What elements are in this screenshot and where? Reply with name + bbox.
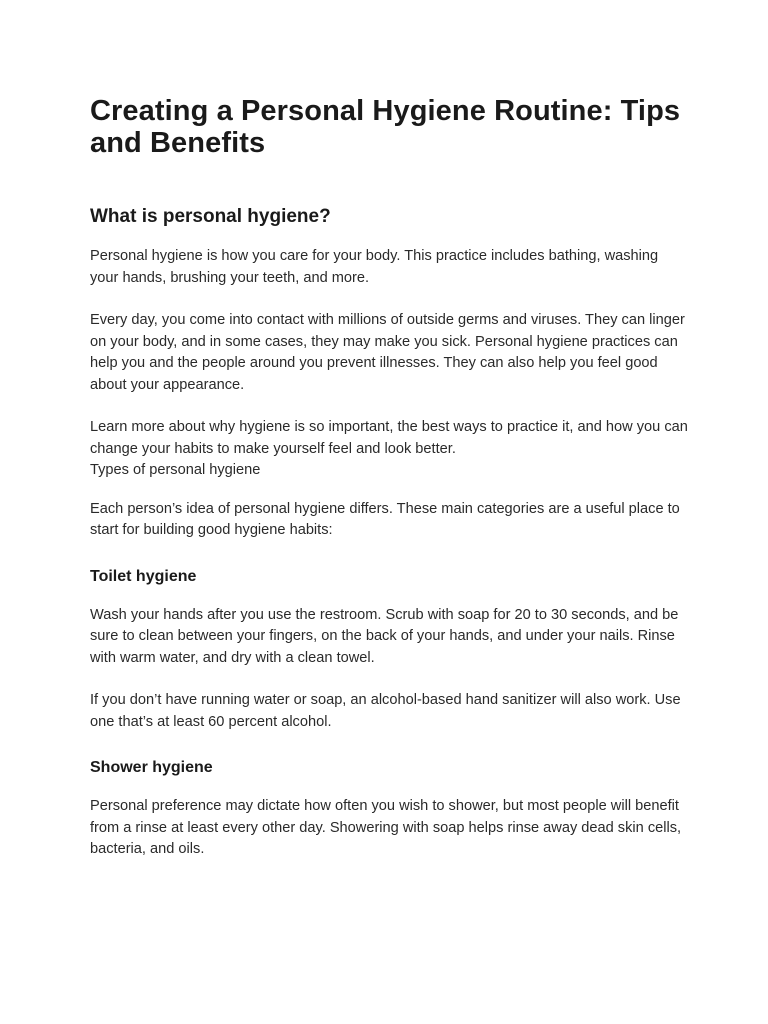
paragraph: Personal preference may dictate how often you wish to shower, but most people will benefit from a rinse at least every other day. Showering with soap helps rinse away dead skin cells, bacteria, and oils. <box>90 798 682 857</box>
document-title: Creating a Personal Hygiene Routine: Tips and Benefits <box>90 95 681 159</box>
section-heading-shower-hygiene: Shower hygiene <box>90 759 213 776</box>
section-heading-types: Types of personal hygiene <box>90 462 261 478</box>
section-heading-toilet-hygiene: Toilet hygiene <box>90 567 197 585</box>
section-heading-what-is-hygiene: What is personal hygiene? <box>90 206 331 227</box>
paragraph: Learn more about why hygiene is so important, the best ways to practice it, and how you can change your habits to make yourself feel and look better. <box>90 419 688 457</box>
paragraph: Every day, you come into contact with millions of outside germs and viruses. They can linger on your body, and in some cases, they may make you sick. Personal hygiene practices can help you and the people around you prevent illnesses. They can also help you feel good about your appearance. <box>90 312 685 393</box>
paragraph: Wash your hands after you use the restroom. Scrub with soap for 20 to 30 seconds, and be sure to clean between your fingers, on the back of your hands, and under your nails. Rinse with warm water, and dry with a clean towel. <box>90 606 679 666</box>
paragraph: If you don’t have running water or soap, an alcohol-based hand sanitizer will also work. Use one that’s at least 60 percent alcohol. <box>90 692 681 730</box>
paragraph: Personal hygiene is how you care for your body. This practice includes bathing, washing your hands, brushing your teeth, and more. <box>90 248 659 286</box>
document-page <box>90 95 690 861</box>
paragraph: Each person’s idea of personal hygiene differs. These main categories are a useful place to start for building good hygiene habits: <box>90 500 680 538</box>
